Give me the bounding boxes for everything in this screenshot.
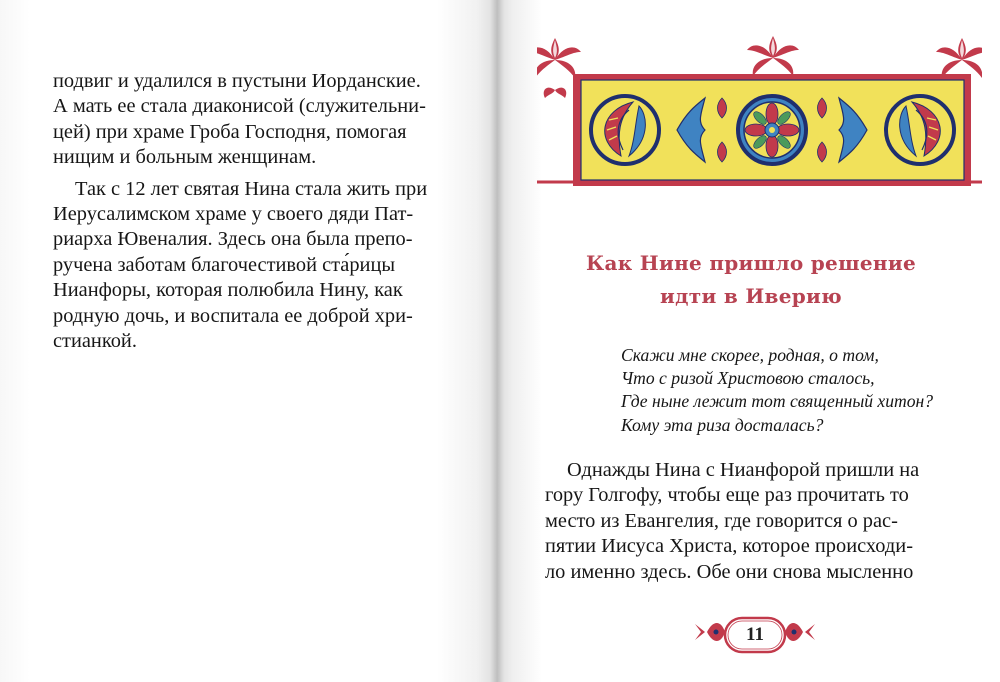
text-line: подвиг и удалился в пустыни Иорданские. [53, 70, 421, 92]
text-line: Так с 12 лет святая Нина стала жить при [75, 177, 428, 200]
text-line: А мать ее стала диаконисой (служительни- [53, 95, 426, 118]
text-line: родную дочь, и воспитала ее доброй хри- [53, 304, 413, 327]
paragraph [53, 177, 455, 355]
poem-line: Где ныне лежит тот священный хитон? [621, 391, 934, 412]
chapter-title-line: Как Нине пришло решение [586, 251, 916, 275]
poem-line: Что с ризой Христовою сталось, [621, 368, 875, 389]
book-gutter [490, 0, 504, 682]
text-line: ручена заботам благочестивой ста́рицы [53, 253, 396, 276]
text-line: гору Голгофу, чтобы еще раз прочитать то [545, 484, 909, 507]
text-line: место из Евангелия, где говорится о рас- [545, 509, 898, 532]
page-number-ornament [691, 612, 819, 662]
text-line: риарха Ювеналия. Здесь она была препо- [53, 228, 413, 251]
floral-headpiece-icon [537, 32, 982, 204]
text-line: цей) при храме Гроба Господня, помогая [53, 120, 407, 143]
chapter-title-line: идти в Иверию [660, 284, 842, 308]
text-line: Однажды Нина с Нианфорой пришли на [567, 459, 920, 481]
right-page [497, 0, 1000, 682]
text-line: пятии Иисуса Христа, которое происходи- [545, 535, 913, 558]
paragraph [545, 458, 960, 585]
right-page-text [545, 458, 960, 585]
paragraph [53, 69, 455, 171]
page-number: 11 [746, 624, 764, 645]
poem-line: Кому эта риза досталась? [621, 414, 824, 435]
left-page-text [53, 69, 455, 354]
chapter-title [581, 247, 921, 313]
text-line: Нианфоры, которая полюбила Нину, как [53, 279, 403, 302]
text-line: стианкой. [53, 330, 137, 353]
text-line: Иерусалимском храме у своего дяди Пат- [53, 203, 414, 226]
text-line: нищим и больным женщинам. [53, 146, 317, 169]
poem-line: Скажи мне скорее, родная, о том, [621, 345, 879, 365]
text-line: ло именно здесь. Обе они снова мысленно [545, 560, 914, 583]
left-page [0, 0, 497, 682]
poem-epigraph [621, 344, 971, 437]
